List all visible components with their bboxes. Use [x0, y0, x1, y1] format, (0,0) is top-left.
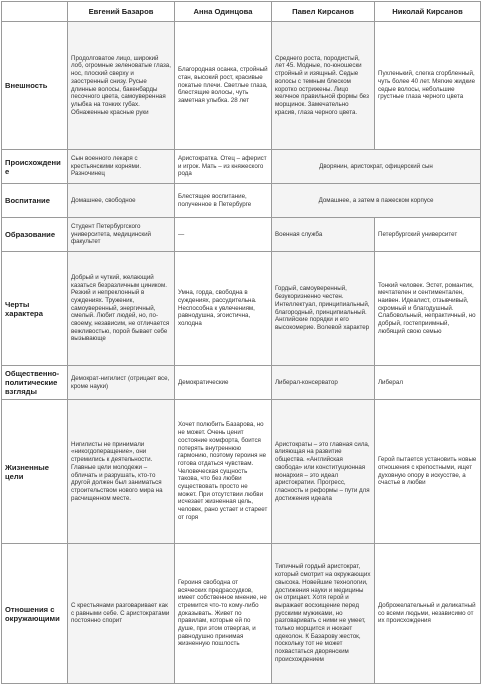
- table-cell: Студент Петербургского университета, медицинский факультет: [68, 218, 175, 252]
- table-cell: Герой пытается установить новые отношения с крепостными, ищет духовную опору в искусстве, а счастье в любви: [375, 400, 481, 544]
- table-cell: С крестьянами разговаривает как с равными себе. С аристократами постоянно спорит: [68, 544, 175, 684]
- table-row-appearance: [2, 22, 481, 150]
- table-cell: Аристократка. Отец – аферист и игрок. Мать – из княжеского рода: [175, 150, 272, 184]
- row-label: Образование: [2, 218, 68, 252]
- table-row-views: [2, 366, 481, 400]
- table-cell: Либерал: [375, 366, 481, 400]
- table-cell: Демократические: [175, 366, 272, 400]
- table-cell: Петербургский университет: [375, 218, 481, 252]
- table-cell: Демократ-нигилист (отрицает все, кроме науки): [68, 366, 175, 400]
- table-cell: Тонкий человек. Эстет, романтик, мечтателен и сентиментален, наивен. Идеалист, отзывчивый, скромный и благодушный. Слабовольный, непрактичный, но добрый, гостеприимный, любящий свою семью: [375, 252, 481, 366]
- column-header-odintsova: Анна Одинцова: [175, 2, 272, 22]
- row-label: Внешность: [2, 22, 68, 150]
- table-cell: Героиня свободна от всяческих предрассудков, имеет собственное мнение, не стремится что-то кому-либо доказывать. Живет по правилам, которые ей по душе, при этом отвергая, и равнодушно принимая жизненную пошлость: [175, 544, 272, 684]
- table-cell: Блестящее воспитание, полученное в Петербурге: [175, 184, 272, 218]
- table-cell-merged: Домашнее, а затем в пажеском корпусе: [272, 184, 481, 218]
- corner-header: [2, 2, 68, 22]
- table-cell: Типичный гордый аристократ, который смотрит на окружающих свысока. Новейшие технологии, достижения науки и медицины он отрицает. Хотя герой и выражает восхищение перед русскими мужиками, но разговаривать с ними не умеет, только морщится и нюхает одеколон. К Базарову жесток, поскольку тот не может похвастаться дворянским происхождением: [272, 544, 375, 684]
- table-row-character: [2, 252, 481, 366]
- table-row-relationships: [2, 544, 481, 684]
- table-cell: Домашнее, свободное: [68, 184, 175, 218]
- row-label: Происхождение: [2, 150, 68, 184]
- table-cell: Пухленький, слегка сгорбленный, чуть более 40 лет. Мягкие жидкие седые волосы, небольшие грустные глаза черного цвета: [375, 22, 481, 150]
- row-label: Отношения с окружающими: [2, 544, 68, 684]
- table-cell-merged: Дворянин, аристократ, офицерский сын: [272, 150, 481, 184]
- row-label: Воспитание: [2, 184, 68, 218]
- table-cell: Среднего роста, породистый, лет 45. Модные, по-юношески стройный и изящный. Седые волосы с темным блеском коротко острижены. Лицо желчное правильной формы без морщинок. Замечательно красив, глаза черного цвета.: [272, 22, 375, 150]
- row-label: Жизненные цели: [2, 400, 68, 544]
- table-cell: Либерал-консерватор: [272, 366, 375, 400]
- column-header-bazarov: Евгений Базаров: [68, 2, 175, 22]
- column-header-nikolai-kirsanov: Николай Кирсанов: [375, 2, 481, 22]
- table-cell: Продолговатое лицо, широкий лоб, огромные зеленоватые глаза, нос, плоский сверху и заостренный снизу. Русые длинные волосы, бакенбарды песочного цвета, самоуверенная улыбка на тонких губах. Обнаженные красные руки: [68, 22, 175, 150]
- table-row-origin: [2, 150, 481, 184]
- table-cell: Нигилисты не принимали «никогдоперащение», они стремились к деятельности. Главные цели молодежи – обличать и разрушать, кто-то другой должен был заниматься строительством нового мира на расчищенном месте.: [68, 400, 175, 544]
- table-row-upbringing: [2, 184, 481, 218]
- table-cell: Гордый, самоуверенный, безукоризненно честен. Интеллектуал, принципиальный, благородный, принципиальный. Английские порядки и его высокомерие. Волевой характер: [272, 252, 375, 366]
- table-cell: Доброжелательный и деликатный со всеми людьми, независимо от их происхождения: [375, 544, 481, 684]
- table-header-row: [2, 2, 481, 22]
- table-cell: —: [175, 218, 272, 252]
- row-label: Общественно-политические взгляды: [2, 366, 68, 400]
- table-cell: Аристократы – это главная сила, влияющая на развитие общества. «Английская свобода» или конституционная монархия – это идеал аристократии. Прогресс, гласность и реформы – пути для достижения идеала: [272, 400, 375, 544]
- table-cell: Добрый и чуткий, желающий казаться безразличным циником. Резкий и непреклонный в суждениях. Труженик, самоуверенный, энергичный, смелый. Любит людей, но, по-своему, независим, не отличается вежливостью, порой бывает себе вызывающе: [68, 252, 175, 366]
- table-cell: Сын военного лекаря с крестьянскими корнями. Разночинец: [68, 150, 175, 184]
- table-row-education: [2, 218, 481, 252]
- row-label: Черты характера: [2, 252, 68, 366]
- characters-comparison-table: [1, 1, 481, 684]
- table-cell: Хочет полюбить Базарова, но не может. Очень ценит состояние комфорта, боится потерять внутреннюю гармонию, поэтому героиня не готова отдаться чувствам. Человеческая сущность такова, что без любви существовать просто не может. При отсутствии любви исчезает жизненная цель, человек, рано устает и стареет от горя: [175, 400, 272, 544]
- table-cell: Умна, горда, свободна в суждениях, рассудительна. Неспособна к увлечениям, равнодушна, эгоистична, холодна: [175, 252, 272, 366]
- table-cell: Благородная осанка, стройный стан, высокий рост, красивые покатые плечи. Светлые глаза, блестящие волосы, чуть заметная улыбка. 28 лет: [175, 22, 272, 150]
- column-header-pavel-kirsanov: Павел Кирсанов: [272, 2, 375, 22]
- table-row-life-goals: [2, 400, 481, 544]
- table-cell: Военная служба: [272, 218, 375, 252]
